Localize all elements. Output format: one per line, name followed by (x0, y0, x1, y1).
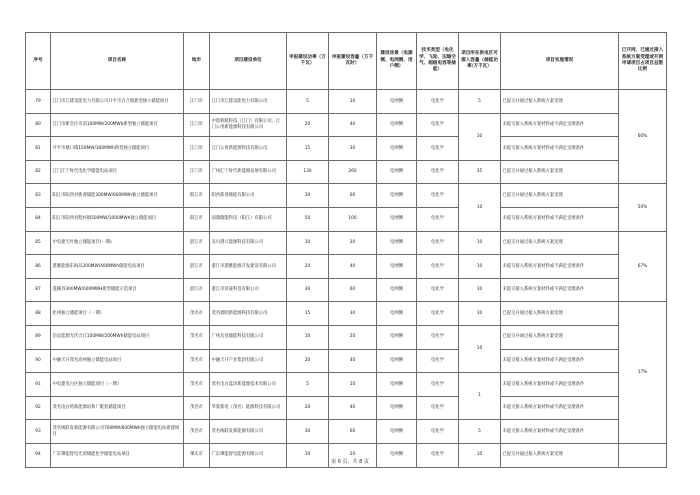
cell-site: 电网侧 (377, 373, 417, 397)
cell-city: 湛江市 (184, 231, 210, 255)
cell-site: 电网侧 (377, 396, 417, 420)
cell-city: 茂名市 (184, 373, 210, 397)
cell-name: 开平市塘口镇150MW/300MWh新型独立储能项目 (51, 137, 184, 161)
cell-tech: 电化学 (417, 396, 459, 420)
cell-unit: 湛江市湛雅能源开发建设有限公司 (210, 255, 287, 279)
cell-status: 已提交并通过接入系统方案受理 (501, 184, 619, 208)
cell-power: 15 (287, 302, 329, 326)
cell-site: 电网侧 (377, 443, 417, 467)
cell-tech: 电化学 (417, 373, 459, 397)
cell-city: 江门市 (184, 137, 210, 161)
cell-status: 已提交并通过接入系统方案受理 (501, 302, 619, 326)
cell-city: 湛江市 (184, 278, 210, 302)
cell-load: 10 (459, 278, 501, 302)
cell-load: 35 (459, 160, 501, 184)
cell-city: 茂名市 (184, 325, 210, 349)
cell-city: 茂名市 (184, 302, 210, 326)
cell-capacity: 10 (329, 373, 377, 397)
cell-capacity: 60 (329, 184, 377, 208)
cell-tech: 电化学 (417, 90, 459, 114)
header-status: 项目实施情况 (501, 33, 619, 90)
cell-capacity: 30 (329, 137, 377, 161)
cell-capacity: 20 (329, 325, 377, 349)
cell-name: 中电建天叶独立储能项目(一期) (51, 231, 184, 255)
cell-tech: 电化学 (417, 443, 459, 467)
cell-power: 5 (287, 373, 329, 397)
cell-power: 30 (287, 184, 329, 208)
cell-unit: 江门公用新能源科技有限公司 (210, 137, 287, 161)
cell-site: 电网侧 (377, 302, 417, 326)
cell-load: 10 (459, 302, 501, 326)
cell-seq: 88 (26, 302, 51, 326)
cell-tech: 电化学 (417, 255, 459, 279)
cell-tech: 电化学 (417, 278, 459, 302)
cell-site: 电网侧 (377, 113, 417, 137)
cell-tech: 电化学 (417, 137, 459, 161)
cell-site: 电网侧 (377, 231, 417, 255)
header-power: 申报建设功率（万千瓦） (287, 33, 329, 90)
cell-status: 已提交并通过接入系统方案受理 (501, 90, 619, 114)
cell-unit: 湛江市泽晟科技有限公司 (210, 278, 287, 302)
cell-tech: 电化学 (417, 302, 459, 326)
cell-seq: 81 (26, 137, 51, 161)
cell-load: 5 (459, 90, 501, 114)
table-row (26, 396, 667, 420)
cell-name: 阳江市阳西县新睿储能300MW/600MWh独立储能项目 (51, 184, 184, 208)
cell-power: 5 (287, 90, 329, 114)
header-load: 项目所在供电区可接入容量（储能功率/万千瓦） (459, 33, 501, 90)
table-row (26, 278, 667, 302)
table-header-row (26, 33, 667, 90)
header-tech: 技术类型（电化学、飞轮、压缩空气、超级电容等储能） (417, 33, 459, 90)
cell-tech: 电化学 (417, 113, 459, 137)
cell-power: 30 (287, 278, 329, 302)
cell-city: 江门市 (184, 90, 210, 114)
page-footer: 第 6 页，共 8 页 (331, 459, 369, 465)
table-row (26, 184, 667, 208)
cell-city: 湛江市 (184, 255, 210, 279)
cell-unit: 江门市江建美能电力有限公司 (210, 90, 287, 114)
cell-power: 50 (287, 207, 329, 231)
cell-ratio-maoming: 17% (619, 302, 667, 444)
cell-capacity: 100 (329, 207, 377, 231)
cell-load: 10 (459, 443, 501, 467)
cell-status: 已提交并通过接入系统方案受理 (501, 325, 619, 349)
cell-city: 江门市 (184, 160, 210, 184)
header-seq: 序号 (26, 33, 51, 90)
header-project-name: 项目名称 (51, 33, 184, 90)
cell-city: 阳江市 (184, 207, 210, 231)
cell-name: 江门市江建美能电力有限公司开平市百合镇新型独立储能项目 (51, 90, 184, 114)
cell-power: 15 (287, 137, 329, 161)
cell-capacity: 30 (329, 302, 377, 326)
cell-unit: 茂名鼎昭新能源科技有限公司 (210, 302, 287, 326)
cell-unit: 阳西新睿储能有限公司 (210, 184, 287, 208)
header-ratio: 已开网、已通过接入系统方案受理或开网申请项目占项目总数比例 (619, 33, 667, 90)
cell-power: 10 (287, 443, 329, 467)
cell-capacity: 40 (329, 396, 377, 420)
cell-ratio-jiangmen: 60% (619, 90, 667, 184)
cell-power: 30 (287, 420, 329, 444)
cell-tech: 电化学 (417, 420, 459, 444)
cell-city: 茂名市 (184, 396, 210, 420)
cell-status: 未提交接入系统方案材料或不满足受理条件 (501, 137, 619, 161)
cell-tech: 电化学 (417, 207, 459, 231)
cell-name: 茂名电白湾新能源站和厂配套储能项目 (51, 396, 184, 420)
cell-site: 电网侧 (377, 90, 417, 114)
cell-power: 20 (287, 113, 329, 137)
cell-unit: 广东肇能智电能源有限公司 (210, 443, 287, 467)
cell-site: 电网侧 (377, 255, 417, 279)
cell-seq: 86 (26, 255, 51, 279)
cell-power: 10 (287, 231, 329, 255)
cell-capacity: 40 (329, 113, 377, 137)
table-row (26, 90, 667, 114)
cell-site: 电网侧 (377, 137, 417, 161)
cell-seq: 91 (26, 373, 51, 397)
cell-status: 已提交并通过接入系统方案受理 (501, 160, 619, 184)
table-row (26, 137, 667, 161)
cell-load: 10 (459, 255, 501, 279)
cell-seq: 79 (26, 90, 51, 114)
cell-status: 未提交接入系统方案材料或不满足受理条件 (501, 420, 619, 444)
cell-name: 遂溪县300MW/600MWH新型储能示范项目 (51, 278, 184, 302)
cell-ratio-zhanjiang: 67% (619, 231, 667, 302)
cell-unit: 广州汇宁时代新能源发展有限公司 (210, 160, 287, 184)
table-row (26, 113, 667, 137)
cell-name: 江门市新会区司前100MW/200MWh新型独立储能项目 (51, 113, 184, 137)
cell-unit: 广州岳登储能科技有限公司 (210, 325, 287, 349)
cell-status: 未提交接入系统方案材料或不满足受理条件 (501, 113, 619, 137)
table-row (26, 373, 667, 397)
cell-status: 未提交接入系统方案材料或不满足受理条件 (501, 349, 619, 373)
cell-power: 20 (287, 349, 329, 373)
cell-seq: 82 (26, 160, 51, 184)
cell-name: 江门江宁时代电化学储能电站项目 (51, 160, 184, 184)
cell-site: 电网侧 (377, 420, 417, 444)
cell-seq: 94 (26, 443, 51, 467)
cell-site: 电网侧 (377, 349, 417, 373)
cell-seq: 87 (26, 278, 51, 302)
cell-power: 20 (287, 255, 329, 279)
cell-tech: 电化学 (417, 231, 459, 255)
cell-status: 未提交接入系统方案材料或不满足受理条件 (501, 373, 619, 397)
cell-seq: 92 (26, 396, 51, 420)
cell-load: 10 (459, 231, 501, 255)
cell-capacity: 40 (329, 255, 377, 279)
cell-status: 已提交并通过接入系统方案受理 (501, 443, 619, 467)
cell-load: 1 (459, 373, 501, 420)
cell-capacity: 40 (329, 349, 377, 373)
cell-tech: 电化学 (417, 349, 459, 373)
header-city: 地市 (184, 33, 210, 90)
cell-seq: 90 (26, 349, 51, 373)
cell-power: 10 (287, 325, 329, 349)
table-row (26, 302, 667, 326)
table-row (26, 420, 667, 444)
header-capacity: 申报建设容量（万千瓦时） (329, 33, 377, 90)
cell-city: 肇庆市 (184, 443, 210, 467)
cell-load: 10 (459, 325, 501, 372)
header-site: 建设场景（电源侧、电网侧、用户侧） (377, 33, 417, 90)
cell-capacity: 20 (329, 231, 377, 255)
cell-status: 未提交接入系统方案材料或不满足受理条件 (501, 207, 619, 231)
table-row (26, 160, 667, 184)
header-construction-unit: 项目建设单位 (210, 33, 287, 90)
table-row (26, 325, 667, 349)
cell-unit: 中创新航科技（江门）有限公司、江门公用新能源科技有限公司 (210, 113, 287, 137)
table-row (26, 231, 667, 255)
cell-city: 阳江市 (184, 184, 210, 208)
cell-capacity: 260 (329, 160, 377, 184)
cell-unit: 中融天开产业集团有限公司 (210, 349, 287, 373)
cell-site: 电网侧 (377, 278, 417, 302)
cell-name: 湛雅能源东海岛200MW/400MWh储能电站项目 (51, 255, 184, 279)
cell-name: 阳江市阳西县程村镇500MW/1000MWh独立储能项目 (51, 207, 184, 231)
cell-site: 电网侧 (377, 184, 417, 208)
cell-name: 中融天开茂名高州独立储能电站项目 (51, 349, 184, 373)
cell-tech: 电化学 (417, 184, 459, 208)
cell-seq: 83 (26, 184, 51, 208)
cell-status: 未提交接入系统方案材料或不满足受理条件 (501, 278, 619, 302)
cell-status: 未提交接入系统方案材料或不满足受理条件 (501, 255, 619, 279)
cell-name: 中电建电白区独立储能项目（一期） (51, 373, 184, 397)
cell-site: 电网侧 (377, 160, 417, 184)
cell-name: 信宜能源光伏合江100MW/200MWh储能电站项目 (51, 325, 184, 349)
cell-unit: 华夏新电（茂名）能源科技有限公司 (210, 396, 287, 420)
cell-name: 广东肇能智电光荷储能化学储能电站项目 (51, 443, 184, 467)
cell-unit: 茂名统联发新能源有限公司 (210, 420, 287, 444)
cell-seq: 85 (26, 231, 51, 255)
cell-seq: 80 (26, 113, 51, 137)
cell-tech: 电化学 (417, 325, 459, 349)
cell-status: 未提交接入系统方案材料或不满足受理条件 (501, 396, 619, 420)
cell-status: 已提交并通过接入系统方案受理 (501, 231, 619, 255)
cell-capacity: 60 (329, 420, 377, 444)
cell-power: 20 (287, 396, 329, 420)
table-row (26, 255, 667, 279)
project-table-sheet (25, 32, 666, 468)
cell-name: 茂名统联发新能源有限公司700MW/600MWh独立储能电站新建项目 (51, 420, 184, 444)
table-row (26, 207, 667, 231)
cell-power: 130 (287, 160, 329, 184)
cell-site: 电网侧 (377, 207, 417, 231)
cell-seq: 93 (26, 420, 51, 444)
cell-capacity: 60 (329, 278, 377, 302)
cell-seq: 84 (26, 207, 51, 231)
cell-city: 江门市 (184, 113, 210, 137)
cell-unit: 茂名电白蓝泽新能源技术有限公司 (210, 373, 287, 397)
cell-site: 电网侧 (377, 325, 417, 349)
cell-seq: 89 (26, 325, 51, 349)
energy-storage-projects-table (25, 32, 667, 468)
cell-unit: 吴川港口能源科技有限公司 (210, 231, 287, 255)
cell-name: 化州独立储能项目（一期） (51, 302, 184, 326)
cell-capacity: 10 (329, 90, 377, 114)
cell-city: 茂名市 (184, 420, 210, 444)
cell-load: 10 (459, 113, 501, 160)
cell-tech: 电化学 (417, 160, 459, 184)
cell-unit: 国鼎储能科技（阳江）有限公司 (210, 207, 287, 231)
cell-capacity: 20 (329, 443, 377, 467)
cell-load: 5 (459, 420, 501, 444)
table-row (26, 349, 667, 373)
cell-ratio-yangjiang: 50% (619, 184, 667, 231)
cell-city: 茂名市 (184, 349, 210, 373)
cell-load: 10 (459, 184, 501, 231)
